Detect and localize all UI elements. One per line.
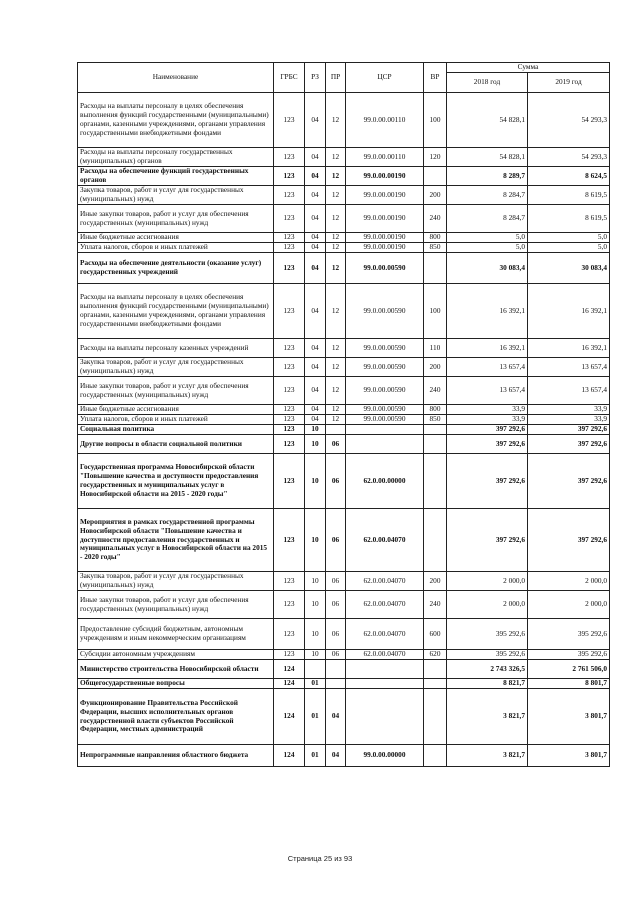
- table-row: [78, 284, 610, 339]
- cell-pr: [326, 425, 346, 435]
- cell-rz: 10: [305, 591, 326, 619]
- header-year-2018: 2018 год: [447, 73, 528, 93]
- cell-name: Иные закупки товаров, работ и услуг для обеспечения государственных (муниципальных) нужд: [78, 205, 274, 233]
- cell-csr: [346, 679, 424, 689]
- cell-amount-2019: 397 292,6: [528, 454, 610, 509]
- cell-name: Закупка товаров, работ и услуг для государственных (муниципальных) нужд: [78, 572, 274, 591]
- cell-vr: 120: [424, 148, 447, 167]
- cell-name: Общегосударственные вопросы: [78, 679, 274, 689]
- cell-grbs: 123: [274, 186, 305, 205]
- cell-pr: [326, 679, 346, 689]
- cell-vr: [424, 660, 447, 679]
- cell-csr: [346, 660, 424, 679]
- cell-pr: 12: [326, 233, 346, 243]
- cell-rz: 04: [305, 205, 326, 233]
- cell-rz: 01: [305, 745, 326, 767]
- cell-grbs: 123: [274, 253, 305, 284]
- cell-grbs: 123: [274, 284, 305, 339]
- table-row: [78, 415, 610, 425]
- cell-csr: 62.0.00.04070: [346, 572, 424, 591]
- budget-table: [77, 62, 610, 767]
- cell-vr: 240: [424, 591, 447, 619]
- cell-name: Уплата налогов, сборов и иных платежей: [78, 243, 274, 253]
- header-sum: Сумма: [447, 63, 610, 73]
- cell-rz: 04: [305, 148, 326, 167]
- cell-vr: 850: [424, 243, 447, 253]
- header-year-2019: 2019 год: [528, 73, 610, 93]
- cell-csr: [346, 435, 424, 454]
- cell-amount-2019: 13 657,4: [528, 377, 610, 405]
- cell-pr: 12: [326, 205, 346, 233]
- cell-rz: 04: [305, 253, 326, 284]
- cell-pr: 12: [326, 415, 346, 425]
- cell-amount-2019: 2 761 506,0: [528, 660, 610, 679]
- cell-csr: 99.0.00.00590: [346, 284, 424, 339]
- cell-rz: 04: [305, 167, 326, 186]
- cell-pr: 12: [326, 167, 346, 186]
- cell-grbs: 123: [274, 425, 305, 435]
- table-row: [78, 405, 610, 415]
- header-csr: ЦСР: [346, 63, 424, 93]
- cell-rz: 01: [305, 679, 326, 689]
- cell-rz: 04: [305, 243, 326, 253]
- cell-amount-2019: 395 292,6: [528, 650, 610, 660]
- cell-vr: 100: [424, 93, 447, 148]
- cell-pr: 04: [326, 689, 346, 745]
- cell-name: Другие вопросы в области социальной политики: [78, 435, 274, 454]
- cell-grbs: 123: [274, 650, 305, 660]
- cell-name: Министерство строительства Новосибирской области: [78, 660, 274, 679]
- cell-pr: 06: [326, 591, 346, 619]
- cell-amount-2018: 8 284,7: [447, 186, 528, 205]
- cell-vr: [424, 679, 447, 689]
- cell-name: Государственная программа Новосибирской области "Повышение качества и доступности предоставления государственных и муниципальных услуг в Новосибирской области на 2015 - 2020 годы": [78, 454, 274, 509]
- table-row: [78, 591, 610, 619]
- cell-rz: 04: [305, 358, 326, 377]
- cell-vr: 200: [424, 572, 447, 591]
- cell-amount-2019: 5,0: [528, 243, 610, 253]
- cell-grbs: 123: [274, 415, 305, 425]
- cell-amount-2018: 2 743 326,5: [447, 660, 528, 679]
- cell-rz: 10: [305, 454, 326, 509]
- cell-grbs: 124: [274, 689, 305, 745]
- cell-rz: 04: [305, 186, 326, 205]
- cell-amount-2018: 5,0: [447, 233, 528, 243]
- table-row: [78, 650, 610, 660]
- cell-amount-2018: 33,9: [447, 405, 528, 415]
- cell-grbs: 123: [274, 454, 305, 509]
- cell-amount-2018: 397 292,6: [447, 425, 528, 435]
- cell-amount-2018: 16 392,1: [447, 339, 528, 358]
- cell-amount-2019: 13 657,4: [528, 358, 610, 377]
- table-row: [78, 93, 610, 148]
- cell-vr: [424, 745, 447, 767]
- table-row: [78, 689, 610, 745]
- cell-csr: 62.0.00.04070: [346, 591, 424, 619]
- cell-amount-2019: 30 083,4: [528, 253, 610, 284]
- table-row: [78, 509, 610, 572]
- cell-vr: 600: [424, 619, 447, 650]
- cell-amount-2018: 54 828,1: [447, 148, 528, 167]
- header-name: Наименование: [78, 63, 274, 93]
- cell-name: Иные бюджетные ассигнования: [78, 405, 274, 415]
- cell-vr: [424, 253, 447, 284]
- table-header: [78, 63, 610, 93]
- cell-name: Социальная политика: [78, 425, 274, 435]
- cell-amount-2019: 16 392,1: [528, 339, 610, 358]
- cell-amount-2018: 2 000,0: [447, 591, 528, 619]
- cell-amount-2018: 397 292,6: [447, 435, 528, 454]
- cell-amount-2018: 395 292,6: [447, 650, 528, 660]
- cell-amount-2018: 397 292,6: [447, 454, 528, 509]
- cell-amount-2018: 8 284,7: [447, 205, 528, 233]
- cell-grbs: 123: [274, 619, 305, 650]
- cell-name: Расходы на выплаты персоналу в целях обеспечения выполнения функций государственными (муниципальными) органами, казенными учреждениями, органами управления государственными внебюджетными фондами: [78, 93, 274, 148]
- cell-amount-2018: 2 000,0: [447, 572, 528, 591]
- cell-csr: 99.0.00.00190: [346, 233, 424, 243]
- cell-amount-2019: 8 619,5: [528, 205, 610, 233]
- cell-amount-2018: 8 821,7: [447, 679, 528, 689]
- cell-csr: 99.0.00.00110: [346, 148, 424, 167]
- cell-grbs: 123: [274, 572, 305, 591]
- cell-name: Функционирование Правительства Российской Федерации, высших исполнительных органов государственной власти субъектов Российской Федерации, местных администраций: [78, 689, 274, 745]
- cell-vr: [424, 435, 447, 454]
- cell-vr: [424, 425, 447, 435]
- cell-amount-2019: 397 292,6: [528, 509, 610, 572]
- cell-vr: 240: [424, 377, 447, 405]
- cell-name: Закупка товаров, работ и услуг для государственных (муниципальных) нужд: [78, 358, 274, 377]
- cell-grbs: 123: [274, 591, 305, 619]
- cell-amount-2019: 16 392,1: [528, 284, 610, 339]
- cell-name: Закупка товаров, работ и услуг для государственных (муниципальных) нужд: [78, 186, 274, 205]
- cell-rz: 10: [305, 425, 326, 435]
- cell-grbs: 123: [274, 339, 305, 358]
- cell-grbs: 124: [274, 745, 305, 767]
- page-number: Страница 25 из 93: [287, 854, 353, 863]
- cell-rz: 10: [305, 435, 326, 454]
- cell-grbs: 123: [274, 205, 305, 233]
- cell-vr: 110: [424, 339, 447, 358]
- cell-csr: 99.0.00.00590: [346, 415, 424, 425]
- cell-vr: [424, 454, 447, 509]
- header-rz: РЗ: [305, 63, 326, 93]
- cell-grbs: 123: [274, 435, 305, 454]
- cell-grbs: 123: [274, 233, 305, 243]
- cell-name: Расходы на выплаты персоналу государственных (муниципальных) органов: [78, 148, 274, 167]
- cell-amount-2018: 8 289,7: [447, 167, 528, 186]
- cell-grbs: 123: [274, 377, 305, 405]
- header-vr: ВР: [424, 63, 447, 93]
- cell-pr: 12: [326, 339, 346, 358]
- cell-vr: 100: [424, 284, 447, 339]
- cell-pr: 12: [326, 377, 346, 405]
- cell-amount-2019: 8 801,7: [528, 679, 610, 689]
- cell-pr: 06: [326, 650, 346, 660]
- cell-amount-2018: 397 292,6: [447, 509, 528, 572]
- cell-pr: 12: [326, 358, 346, 377]
- cell-name: Предоставление субсидий бюджетным, автономным учреждениям и иным некоммерческим организациям: [78, 619, 274, 650]
- cell-pr: 06: [326, 454, 346, 509]
- cell-name: Расходы на обеспечение функций государственных органов: [78, 167, 274, 186]
- cell-pr: [326, 660, 346, 679]
- cell-rz: 04: [305, 377, 326, 405]
- cell-csr: [346, 689, 424, 745]
- cell-vr: 620: [424, 650, 447, 660]
- table-row: [78, 233, 610, 243]
- cell-vr: [424, 167, 447, 186]
- table-row: [78, 660, 610, 679]
- cell-vr: 240: [424, 205, 447, 233]
- cell-grbs: 123: [274, 509, 305, 572]
- table-row: [78, 358, 610, 377]
- table-row: [78, 425, 610, 435]
- cell-rz: 10: [305, 572, 326, 591]
- cell-csr: 62.0.00.04070: [346, 650, 424, 660]
- cell-csr: 99.0.00.00590: [346, 339, 424, 358]
- cell-grbs: 123: [274, 358, 305, 377]
- cell-amount-2018: 3 821,7: [447, 745, 528, 767]
- cell-amount-2018: 30 083,4: [447, 253, 528, 284]
- cell-vr: 800: [424, 233, 447, 243]
- cell-pr: 04: [326, 745, 346, 767]
- cell-amount-2018: 3 821,7: [447, 689, 528, 745]
- cell-amount-2019: 33,9: [528, 415, 610, 425]
- cell-vr: 200: [424, 358, 447, 377]
- cell-name: Мероприятия в рамках государственной программы Новосибирской области "Повышение качества и доступности предоставления государственных и муниципальных услуг в Новосибирской области на 2015 - 2020 годы": [78, 509, 274, 572]
- cell-vr: 800: [424, 405, 447, 415]
- cell-amount-2019: 8 619,5: [528, 186, 610, 205]
- cell-vr: 200: [424, 186, 447, 205]
- cell-rz: 10: [305, 650, 326, 660]
- cell-rz: [305, 660, 326, 679]
- cell-rz: 04: [305, 405, 326, 415]
- cell-csr: [346, 425, 424, 435]
- cell-amount-2019: 2 000,0: [528, 591, 610, 619]
- cell-name: Расходы на выплаты персоналу казенных учреждений: [78, 339, 274, 358]
- cell-rz: 10: [305, 509, 326, 572]
- cell-pr: 12: [326, 148, 346, 167]
- cell-csr: 99.0.00.00000: [346, 745, 424, 767]
- cell-vr: 850: [424, 415, 447, 425]
- cell-name: Иные бюджетные ассигнования: [78, 233, 274, 243]
- cell-pr: 12: [326, 186, 346, 205]
- header-grbs: ГРБС: [274, 63, 305, 93]
- cell-pr: 06: [326, 435, 346, 454]
- table-row: [78, 167, 610, 186]
- cell-amount-2018: 395 292,6: [447, 619, 528, 650]
- cell-rz: 04: [305, 415, 326, 425]
- cell-amount-2019: 3 801,7: [528, 745, 610, 767]
- cell-pr: 12: [326, 405, 346, 415]
- cell-grbs: 123: [274, 148, 305, 167]
- table-row: [78, 619, 610, 650]
- table-row: [78, 679, 610, 689]
- cell-pr: 06: [326, 619, 346, 650]
- table-row: [78, 253, 610, 284]
- cell-grbs: 124: [274, 660, 305, 679]
- cell-csr: 62.0.00.04070: [346, 619, 424, 650]
- cell-csr: 99.0.00.00590: [346, 358, 424, 377]
- cell-amount-2018: 16 392,1: [447, 284, 528, 339]
- cell-csr: 99.0.00.00190: [346, 167, 424, 186]
- cell-csr: 99.0.00.00190: [346, 205, 424, 233]
- table-row: [78, 243, 610, 253]
- cell-rz: 04: [305, 233, 326, 243]
- table-body: [78, 93, 610, 767]
- cell-amount-2019: 397 292,6: [528, 425, 610, 435]
- cell-rz: 04: [305, 93, 326, 148]
- cell-name: Непрограммные направления областного бюджета: [78, 745, 274, 767]
- table-row: [78, 186, 610, 205]
- cell-name: Субсидии автономным учреждениям: [78, 650, 274, 660]
- table-row: [78, 745, 610, 767]
- cell-amount-2018: 5,0: [447, 243, 528, 253]
- cell-amount-2019: 3 801,7: [528, 689, 610, 745]
- cell-name: Иные закупки товаров, работ и услуг для обеспечения государственных (муниципальных) нужд: [78, 377, 274, 405]
- cell-rz: 10: [305, 619, 326, 650]
- table-row: [78, 572, 610, 591]
- cell-grbs: 123: [274, 167, 305, 186]
- cell-vr: [424, 509, 447, 572]
- cell-amount-2018: 54 828,1: [447, 93, 528, 148]
- cell-amount-2019: 395 292,6: [528, 619, 610, 650]
- cell-name: Уплата налогов, сборов и иных платежей: [78, 415, 274, 425]
- cell-csr: 99.0.00.00590: [346, 253, 424, 284]
- table-row: [78, 435, 610, 454]
- cell-amount-2019: 8 624,5: [528, 167, 610, 186]
- cell-csr: 99.0.00.00190: [346, 243, 424, 253]
- table-row: [78, 454, 610, 509]
- cell-rz: 01: [305, 689, 326, 745]
- cell-pr: 12: [326, 284, 346, 339]
- table-row: [78, 148, 610, 167]
- cell-csr: 62.0.00.00000: [346, 454, 424, 509]
- cell-vr: [424, 689, 447, 745]
- cell-amount-2019: 397 292,6: [528, 435, 610, 454]
- header-pr: ПР: [326, 63, 346, 93]
- cell-amount-2018: 13 657,4: [447, 377, 528, 405]
- cell-amount-2019: 54 293,3: [528, 148, 610, 167]
- cell-name: Расходы на выплаты персоналу в целях обеспечения выполнения функций государственными (муниципальными) органами, казенными учреждениями, органами управления государственными внебюджетными фондами: [78, 284, 274, 339]
- cell-amount-2018: 13 657,4: [447, 358, 528, 377]
- cell-csr: 99.0.00.00590: [346, 405, 424, 415]
- table-row: [78, 339, 610, 358]
- cell-rz: 04: [305, 339, 326, 358]
- cell-name: Расходы на обеспечение деятельности (оказание услуг) государственных учреждений: [78, 253, 274, 284]
- cell-grbs: 123: [274, 93, 305, 148]
- cell-amount-2018: 33,9: [447, 415, 528, 425]
- cell-grbs: 124: [274, 679, 305, 689]
- cell-amount-2019: 54 293,3: [528, 93, 610, 148]
- table-row: [78, 205, 610, 233]
- cell-rz: 04: [305, 284, 326, 339]
- cell-pr: 12: [326, 93, 346, 148]
- cell-grbs: 123: [274, 243, 305, 253]
- cell-pr: 06: [326, 572, 346, 591]
- cell-pr: 12: [326, 243, 346, 253]
- cell-pr: 06: [326, 509, 346, 572]
- cell-csr: 62.0.00.04070: [346, 509, 424, 572]
- cell-csr: 99.0.00.00190: [346, 186, 424, 205]
- cell-csr: 99.0.00.00590: [346, 377, 424, 405]
- cell-pr: 12: [326, 253, 346, 284]
- table-row: [78, 377, 610, 405]
- cell-amount-2019: 33,9: [528, 405, 610, 415]
- cell-amount-2019: 5,0: [528, 233, 610, 243]
- cell-name: Иные закупки товаров, работ и услуг для обеспечения государственных (муниципальных) нужд: [78, 591, 274, 619]
- cell-amount-2019: 2 000,0: [528, 572, 610, 591]
- cell-csr: 99.0.00.00110: [346, 93, 424, 148]
- cell-grbs: 123: [274, 405, 305, 415]
